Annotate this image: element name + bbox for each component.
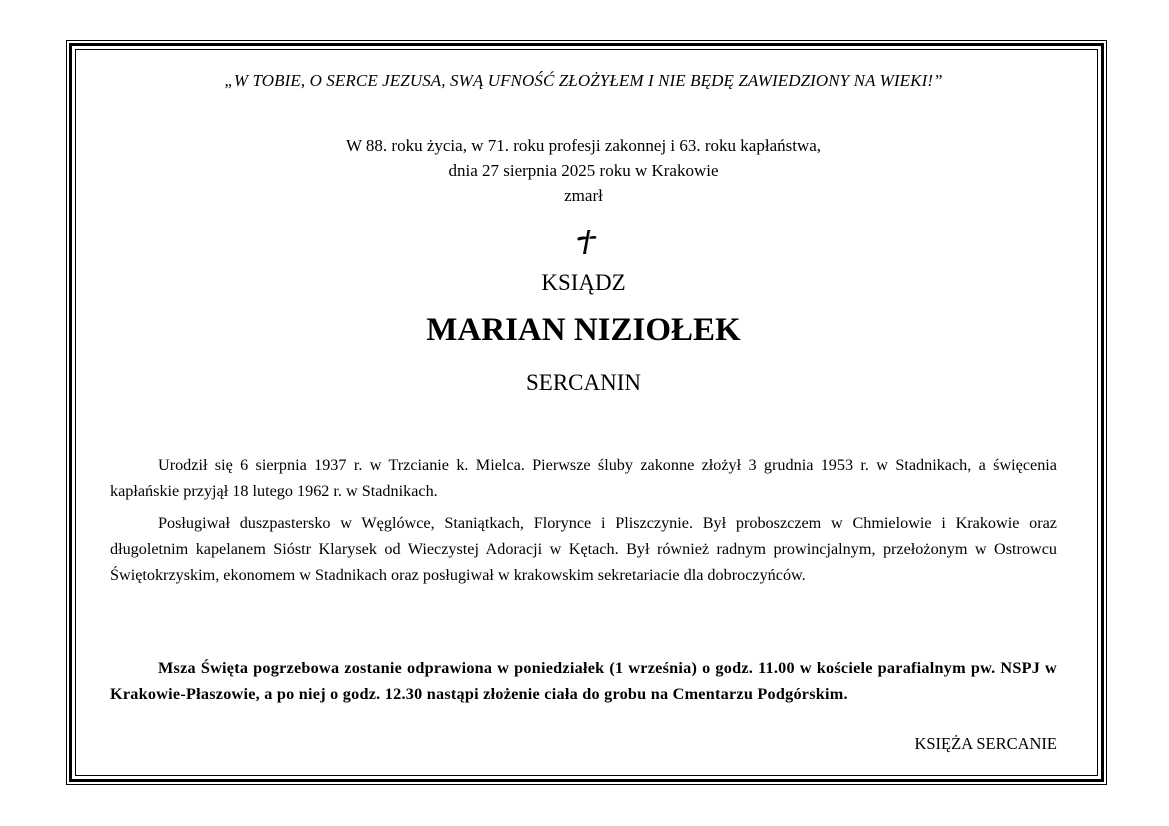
- paragraph-birth: Urodził się 6 sierpnia 1937 r. w Trzcianie k. Mielca. Pierwsze śluby zakonne złożył 3 grudnia 1953 r. w Stadnikach, a święcenia kapłańskie przyjął 18 lutego 1962 r. w Stadnikach.: [110, 456, 1057, 500]
- intro-block: [110, 133, 1057, 208]
- deceased-name: MARIAN NIZIOŁEK: [426, 312, 741, 348]
- intro-line-3: zmarł: [564, 186, 603, 205]
- title-priest: KSIĄDZ: [541, 270, 626, 295]
- paragraph-funeral: Msza Święta pogrzebowa zostanie odprawiona w poniedziałek (1 września) o godz. 11.00 w kościele parafialnym pw. NSPJ w Krakowie-Płaszowie, a po niej o godz. 12.30 nastąpi złożenie ciała do grobu na Cmentarzu Podgórskim.: [110, 659, 1057, 703]
- religious-order: SERCANIN: [525, 370, 641, 395]
- cross-icon: [573, 228, 601, 256]
- paragraph-ministry: Posługiwał duszpastersko w Węglówce, Staniątkach, Florynce i Pliszczynie. Był proboszczem w Chmielowie i Krakowie oraz długoletnim kapelanem Sióstr Klarysek od Wieczystej Adoracji w Kętach. Był również radnym prowincjalnym, przełożonym w Ostrowcu Świętokrzyskim, ekonomem w Stadnikach oraz posługiwał w krakowskim sekretariacie dla dobroczyńców.: [110, 514, 1057, 584]
- intro-line-2: dnia 27 sierpnia 2025 roku w Krakowie: [448, 161, 719, 180]
- intro-line-1: W 88. roku życia, w 71. roku profesji zakonnej i 63. roku kapłaństwa,: [345, 136, 822, 155]
- signature: KSIĘŻA SERCANIE: [914, 734, 1057, 753]
- motto: „W TOBIE, O SERCE JEZUSA, SWĄ UFNOŚĆ ZŁOŻYŁEM I NIE BĘDĘ ZAWIEDZIONY NA WIEKI!”: [224, 71, 943, 90]
